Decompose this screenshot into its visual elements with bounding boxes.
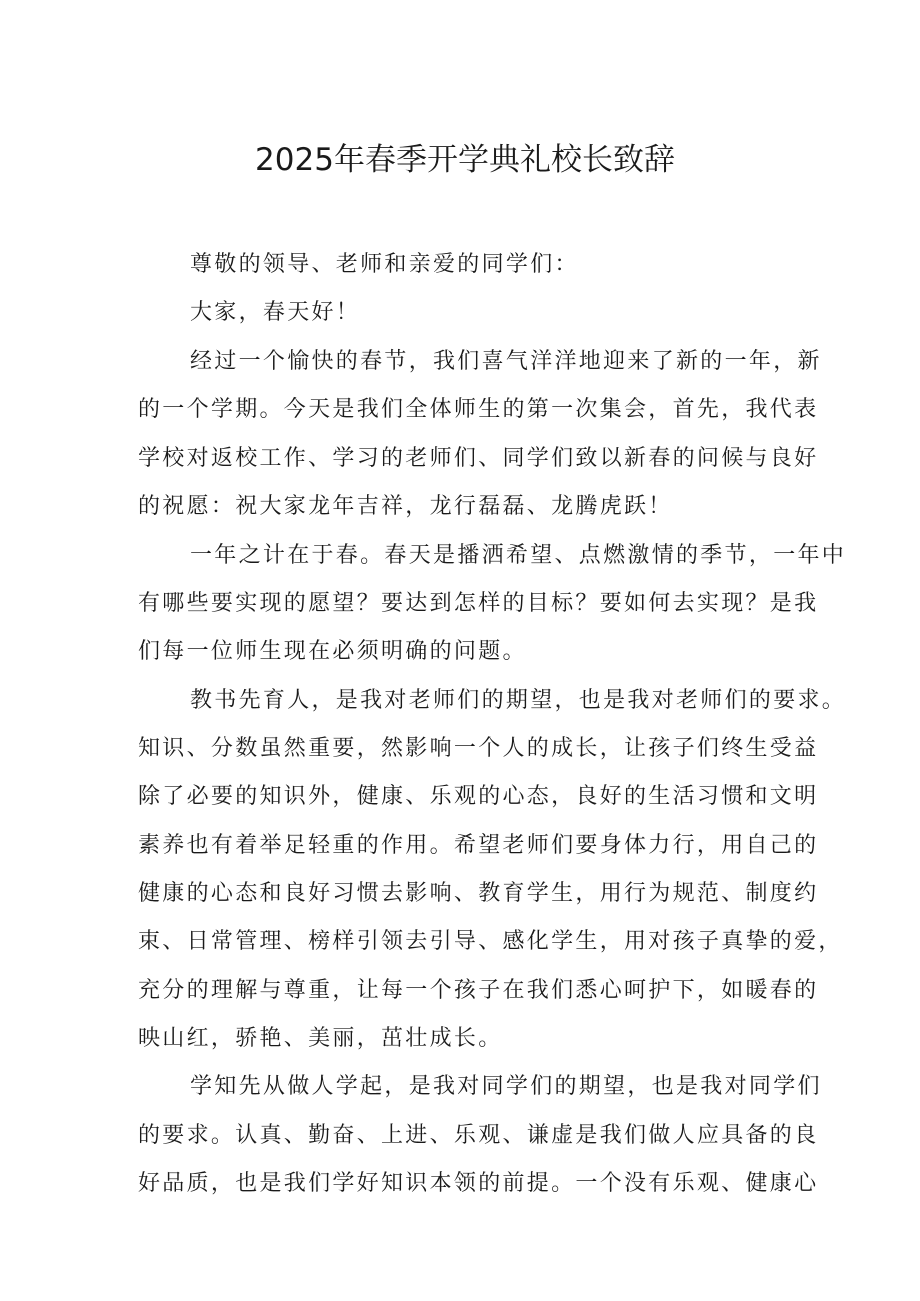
paragraph-3-line-7: 充分的理解与尊重，让每一个孩子在我们悉心呵护下，如暖春的 (138, 978, 819, 1003)
paragraph-1-line-3: 学校对返校工作、学习的老师们、同学们致以新春的问候与良好 (138, 446, 819, 471)
paragraph-3-line-3: 除了必要的知识外，健康、乐观的心态，良好的生活习惯和文明 (138, 784, 819, 809)
paragraph-1-line-2: 的一个学期。今天是我们全体师生的第一次集会，首先，我代表 (138, 397, 819, 422)
paragraph-3-line-6: 束、日常管理、榜样引领去引导、感化学生，用对孩子真挚的爱， (138, 929, 843, 954)
paragraph-1-line-1: 经过一个愉快的春节，我们喜气洋洋地迎来了新的一年，新 (190, 349, 822, 374)
paragraph-3-line-2: 知识、分数虽然重要，然影响一个人的成长，让孩子们终生受益 (138, 736, 819, 761)
paragraph-3-line-4: 素养也有着举足轻重的作用。希望老师们要身体力行，用自己的 (138, 833, 819, 858)
paragraph-3-line-8: 映山红，骄艳、美丽，茁壮成长。 (138, 1026, 503, 1051)
page-title: 2025年春季开学典礼校长致辞 (255, 142, 675, 178)
paragraph-4-line-2: 的要求。认真、勤奋、上进、乐观、谦虚是我们做人应具备的良 (138, 1123, 819, 1148)
paragraph-3-line-5: 健康的心态和良好习惯去影响、教育学生，用行为规范、制度约 (138, 881, 819, 906)
paragraph-3-line-1: 教书先育人，是我对老师们的期望，也是我对老师们的要求。 (190, 688, 847, 713)
paragraph-2-line-3: 们每一位师生现在必须明确的问题。 (138, 639, 527, 664)
paragraph-1-line-4: 的祝愿：祝大家龙年吉祥，龙行磊磊、龙腾虎跃！ (138, 494, 673, 519)
greeting-line: 大家，春天好！ (190, 300, 361, 325)
paragraph-2-line-1: 一年之计在于春。春天是播洒希望、点燃激情的季节，一年中 (190, 543, 847, 568)
paragraph-4-line-1: 学知先从做人学起，是我对同学们的期望，也是我对同学们 (190, 1074, 822, 1099)
paragraph-4-line-3: 好品质，也是我们学好知识本领的前提。一个没有乐观、健康心 (138, 1171, 819, 1196)
salutation-line: 尊敬的领导、老师和亲爱的同学们： (190, 252, 579, 277)
paragraph-2-line-2: 有哪些要实现的愿望？要达到怎样的目标？要如何去实现？是我 (138, 591, 819, 616)
